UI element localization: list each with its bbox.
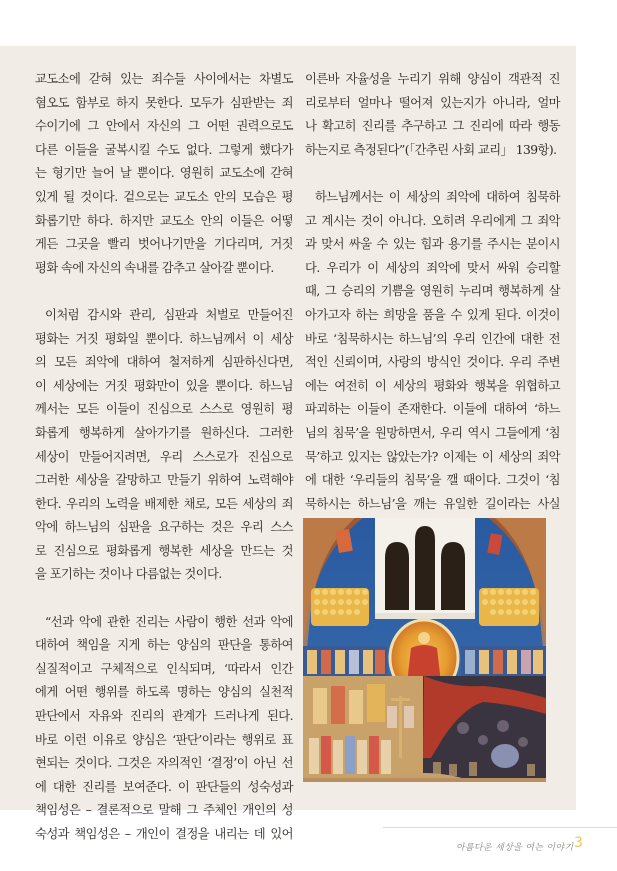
paragraph-false-peace [35,304,293,587]
footer-publication-title: 아름다운 세상을 여는 이야기 [456,843,574,853]
text-line: 다. 우리가 이 세상의 죄악에 맞서 싸워 승리할 [305,260,560,275]
text-line: 파괴하는 이들이 존재한다. 이들에 대하여 ‘하느 [305,402,560,417]
last-judgment-fresco-illustration [303,518,546,782]
text-line: 에는 여전히 이 세상의 평화와 행복을 위협하고 [305,378,560,393]
text-line: 묵’하고 있지는 않았는가? 이제는 이 세상의 죄악 [305,449,560,464]
text-line: 이 세상에는 거짓 평화만이 있을 뿐이다. 하느님 [35,378,293,393]
text-line: 바로 이런 이유로 양심은 ‘판단’이라는 행위로 표 [35,732,293,747]
text-line: 평화 속에 자신의 속내를 감추고 살아갈 뿐이다. [35,260,274,275]
text-line: 묵하시는 하느님’을 깨는 유일한 길이라는 사실 [305,496,560,511]
text-line: 화롭게 행복하게 살아가기를 원하신다. 그러한 [35,425,293,440]
paragraph-prison [35,68,293,280]
text-line: 리로부터 얼마나 떨어져 있는지가 아니라, 얼마 [305,95,560,110]
text-line: 고 계시는 것이 아니다. 오히려 우리에게 그 죄악 [305,213,560,228]
text-line: 에 대한 진리를 보여준다. 이 판단들의 성숙성과 [35,779,293,794]
page-number: 3 [574,835,583,851]
text-line: 숙성과 책임성은 – 개인이 결정을 내리는 데 있어 [35,827,293,841]
text-line: 이른바 자율성을 누리기 위해 양심이 객관적 진 [305,72,560,86]
text-line: 현되는 것이다. 그것은 자의적인 ‘결정’이 아닌 선 [35,756,293,771]
paragraph-quote-continued [305,68,560,162]
paragraph-quote-conscience [35,611,293,847]
footer-divider [383,827,617,828]
text-line: 실질적이고 구체적으로 인식되며, ‘따라서 인간 [35,661,293,676]
text-line: 게든 그곳을 빨리 벗어나기만을 기다리며, 거짓 [35,237,293,252]
text-line: 는 형기만 늘어 날 뿐이다. 영원히 교도소에 갇혀 [35,166,293,181]
text-line: 과 맞서 싸울 수 있는 힘과 용기를 주시는 분이시 [305,237,560,252]
text-line: 에게 어떤 행위를 하도록 명하는 양심의 실천적 [35,685,293,700]
text-line: 한다. 우리의 노력을 배제한 채로, 모든 세상의 죄 [35,496,293,511]
text-line: 수이기에 그 안에서 자신의 그 어떤 권력으로도 [35,119,293,134]
text-line: 교도소에 갇혀 있는 죄수들 사이에서는 차별도 [35,72,293,86]
text-line: 화롭기만 하다. 하지만 교도소 안의 이들은 어떻 [35,213,293,228]
text-line: 에 대한 ‘우리들의 침묵’을 깰 때이다. 그것이 ‘침 [305,473,560,488]
text-line: 때, 그 승리의 기쁨을 영원히 누리며 행복하게 살 [305,284,560,299]
text-line: 악에 하느님의 심판을 요구하는 것은 우리 스스 [35,520,293,535]
text-line: 을 포기하는 것이나 다름없는 것이다. [35,567,222,582]
paragraph-silent-god [305,186,560,540]
text-line: “선과 악에 관한 진리는 사람이 행한 선과 악에 [45,614,293,629]
text-line: 나 확고히 진리를 추구하고 그 진리에 따라 행동 [305,119,560,134]
citation-line: 하는지로 측정된다”(「간추린 사회 교리」 139항). [305,142,557,157]
text-line: 혐오도 함부로 하지 못한다. 모두가 심판받는 죄 [35,95,293,110]
text-line: 다른 이들을 굴복시킬 수도 없다. 그렇게 했다가 [35,142,293,157]
left-text-column [35,68,293,847]
text-line: 평화는 거짓 평화일 뿐이다. 하느님께서 이 세상 [35,331,293,346]
text-line: 이처럼 감시와 관리, 심판과 처벌로 만들어진 [45,307,293,322]
text-line: 판단에서 자유와 진리의 관계가 드러나게 된다. [35,709,293,724]
text-line: 의 모든 죄악에 대하여 철저하게 심판하신다면, [35,355,293,370]
right-text-column [305,68,560,540]
painting-image [303,518,546,782]
text-line: 하느님께서는 이 세상의 죄악에 대하여 침묵하 [315,189,560,204]
text-line: 그러한 세상을 갈망하고 만들기 위하여 노력해야 [35,473,293,488]
text-line: 아가고자 하는 희망을 품을 수 있게 된다. 이것이 [305,307,560,322]
text-line: 로 진심으로 평화롭게 행복한 세상을 만드는 것 [35,543,293,558]
text-line: 있게 될 것이다. 겉으로는 교도소 안의 모습은 평 [35,189,293,204]
text-line: 세상이 만들어지려면, 우리 스스로가 진심으로 [35,449,293,464]
text-line: 대하여 책임을 지게 하는 양심의 판단을 통하여 [35,638,293,653]
text-line: 님의 침묵’을 원망하면서, 우리 역시 그들에게 ‘침 [305,425,560,440]
text-line: 바로 ‘침묵하시는 하느님’의 우리 인간에 대한 전 [305,331,560,346]
text-line: 적인 신뢰이며, 사랑의 방식인 것이다. 우리 주변 [305,355,560,370]
text-line: 께서는 모든 이들이 진심으로 스스로 영원히 평 [35,402,293,417]
text-line: 책임성은 – 결론적으로 말해 그 주체인 개인의 성 [35,803,293,818]
